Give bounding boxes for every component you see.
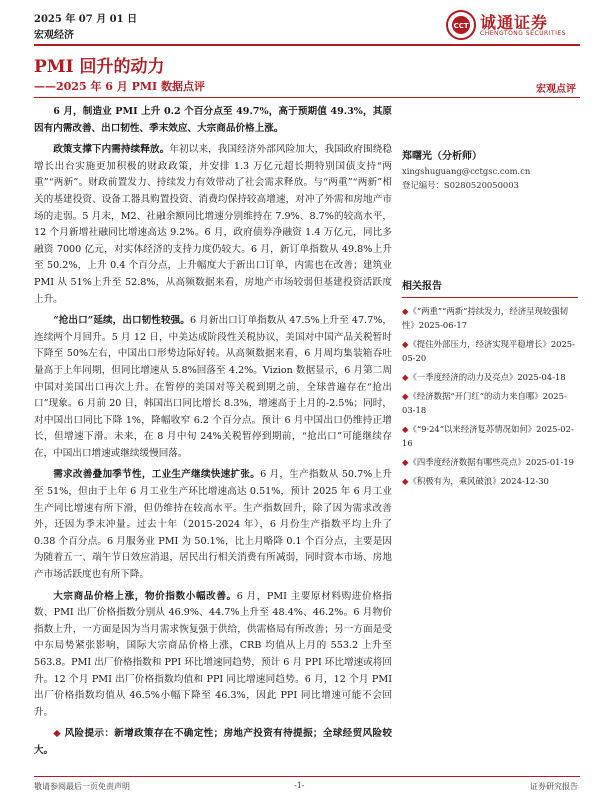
- related-report-title: 《积极有为，乘风破浪》2024-12-30: [408, 476, 549, 486]
- diamond-bullet-icon: ◆: [402, 339, 409, 349]
- disclaimer-note: 敬请参阅最后一页免责声明: [34, 782, 130, 791]
- diamond-bullet-icon: ◆: [402, 457, 409, 467]
- paragraph-heading: 大宗商品价格上涨，物价指数小幅改善。: [53, 590, 237, 602]
- analyst-name: 郑曙光（分析师）: [402, 151, 482, 162]
- related-report-title: 《提住外部压力，经济实现平稳增长》2025-05-20: [402, 339, 575, 363]
- related-divider: [402, 297, 578, 298]
- paragraph-domestic-demand: [34, 142, 392, 308]
- diamond-bullet-icon: ◆: [402, 372, 409, 382]
- report-category: 宏观经济: [34, 30, 74, 41]
- related-report-title: 《“9·24”以来经济复苏情况如何》2025-02-16: [402, 424, 574, 448]
- related-report-item[interactable]: [402, 474, 578, 488]
- diamond-bullet-icon: ◆: [402, 424, 409, 434]
- logo-emblem-icon: [446, 10, 476, 40]
- related-report-item[interactable]: [402, 455, 578, 469]
- paragraph-production: [34, 467, 392, 583]
- paragraph-heading: 需求改善叠加季节性，工业生产继续快速扩张。: [53, 469, 261, 481]
- summary-paragraph: 6 月，制造业 PMI 上升 0.2 个百分点至 49.7%，高于预期值 49.3%，其原因有内需改善、出口韧性、季末效应、大宗商品价格上涨。: [34, 106, 392, 134]
- diamond-bullet-icon: ◆: [402, 476, 409, 486]
- analyst-cert-number: 登记编号：S0280520050003: [402, 180, 519, 190]
- logo-english-name: CHENGTONG SECURITIES: [480, 30, 567, 37]
- paragraph-text: 6 月新出口订单指数从 47.5%上升至 47.7%，连续两个月回升。5 月 12 日，中美达成阶段性关税协议，美国对中国产品关税暂时下降至 50%左右，中国出口形势边际好转。从高频数据来看，6 月周均集装箱吞吐量高于上年同期，但同比增速从 5.8%回落至 4.2%。Vizion 数据显示，6 月第二周中国对美国出口再次上升。在暂停的美国对等关税到期之前，全球普遍存在“抢出口”现象。6 月前 20 日，韩国出口同比增长 8.3%，增速高于上月的-2.5%；同时，对中国出口同比下降 1%，降幅收窄 6.2 个百分点。预计 6 月中国出口仍维持正增长，但增速下滑。未来，在 8 月中旬 24%关税暂停到期前，“抢出口”可能继续存在，中国出口增速或继续缓慢回落。: [34, 315, 392, 459]
- page-subtitle: ——2025 年 6 月 PMI 数据点评: [34, 80, 206, 93]
- paragraph-heading: “抢出口”延续，出口韧性较强。: [53, 315, 190, 327]
- related-reports-title: 相关报告: [402, 281, 442, 292]
- company-logo: [446, 8, 576, 42]
- report-type: 宏观点评: [536, 84, 576, 95]
- related-report-title: 《“两重”“两新”持续发力，经济呈现较强韧性》2025-06-17: [402, 306, 568, 330]
- header-divider: [34, 44, 580, 46]
- page-title: PMI 回升的动力: [34, 57, 165, 77]
- related-report-item[interactable]: [402, 389, 578, 417]
- report-body: [34, 104, 392, 765]
- risk-warning: [34, 726, 392, 759]
- footer-report-type: 证券研究报告: [530, 782, 578, 791]
- footer-divider: [34, 776, 580, 777]
- page-number: -1-: [294, 781, 305, 790]
- diamond-bullet-icon: ◆: [402, 306, 409, 316]
- svg-text:CCT: CCT: [453, 22, 469, 30]
- related-report-item[interactable]: [402, 304, 578, 332]
- risk-text: 风险提示：新增政策存在不确定性；房地产投资有待提振；全球经贸风险较大。: [34, 728, 392, 756]
- paragraph-text: 6 月，生产指数从 50.7%上升至 51%，但由于上年 6 月工业生产环比增速高达 0.51%，预计 2025 年 6 月工业生产同比增速有所下滑，但仍维持在较高水平。生产指数回升，除了因为需求改善外，还因为季末冲量。过去十年（2015-2024 年），6 月份生产指数平均上升了 0.38 个百分点。6 月服务业 PMI 为 50.1%，比上月略降 0.1 个百分点，主要是因为随着五一、端午节日效应消退，居民出行相关消费有所减弱，同时资本市场、房地产市场活跃度也有所下降。: [34, 469, 393, 581]
- related-report-title: 《经济数据“开门红”的动力来自哪》2025-03-18: [402, 391, 567, 415]
- report-date: 2025 年 07 月 01 日: [34, 14, 138, 25]
- diamond-bullet-icon: ◆: [53, 728, 61, 740]
- related-report-title: 《四季度经济数据有哪些亮点》2025-01-19: [408, 457, 574, 467]
- paragraph-exports: [34, 313, 392, 462]
- paragraph-text: 年初以来，我国经济外部风险加大，我国政府围绕稳增长出台实施更加积极的财政政策，并安排 1.3 万亿元超长期特别国债支持“两重”“两新”。财政前置发力、持续发力有效带动了社会需求释放。与“两重”“两新”相关的基建投资、设备工器具购置投资、消费均保持较高增速，对冲了外需和房地产市场的走弱。5 月末，M2、社融余额同比增速分别维持在 7.9%、8.7%的较高水平，12 个月新增社融同比增速高达 9.2%。6 月，政府债券净融资 1.4 万亿元，同比多融资 7000 亿元，对实体经济的支持力度仍较大。6 月，新订单指数从 49.8%上升至 50.2%，上升 0.4 个百分点，上升幅度大于新出口订单，内需也在改善；建筑业 PMI 从 51%上升至 52.8%，从高频数据来看，房地产市场较弱但基建投资活跃度上升。: [34, 144, 393, 305]
- paragraph-heading: 政策支撑下内需持续释放。: [53, 144, 170, 156]
- related-report-item[interactable]: [402, 422, 578, 450]
- title-divider: [34, 97, 580, 98]
- related-report-item[interactable]: [402, 337, 578, 365]
- paragraph-prices: [34, 589, 392, 722]
- paragraph-text: 6 月，PMI 主要原材料购进价格指数、PMI 出厂价格指数分别从 46.9%、44.7%上升至 48.4%、46.2%。6 月物价指数上升，一方面是因为当月需求恢复强于供给，供需格局有所改善；另一方面是受中东局势紧张影响，国际大宗商品价格上涨，CRB 均值从上月的 553.2 上升至 563.8。PMI 出厂价格指数和 PPI 环比增速同趋势，预计 6 月 PPI 环比增速或将回升。12 个月 PMI 出厂价格指数均值和 PPI 同比增速同趋势。6 月，12 个月 PMI 出厂价格指数均值从 46.5%小幅下降至 46.3%，因此 PPI 同比增速可能不会回升。: [34, 590, 392, 718]
- related-report-title: 《一季度经济的动力及亮点》2025-04-18: [408, 372, 566, 382]
- sidebar: [402, 150, 578, 493]
- analyst-email[interactable]: xingshuguang@cctgsc.com.cn: [402, 166, 531, 176]
- related-report-item[interactable]: [402, 370, 578, 384]
- logo-chinese-name: 诚通证券: [480, 13, 549, 32]
- related-reports-list: [402, 304, 578, 488]
- diamond-bullet-icon: ◆: [402, 391, 409, 401]
